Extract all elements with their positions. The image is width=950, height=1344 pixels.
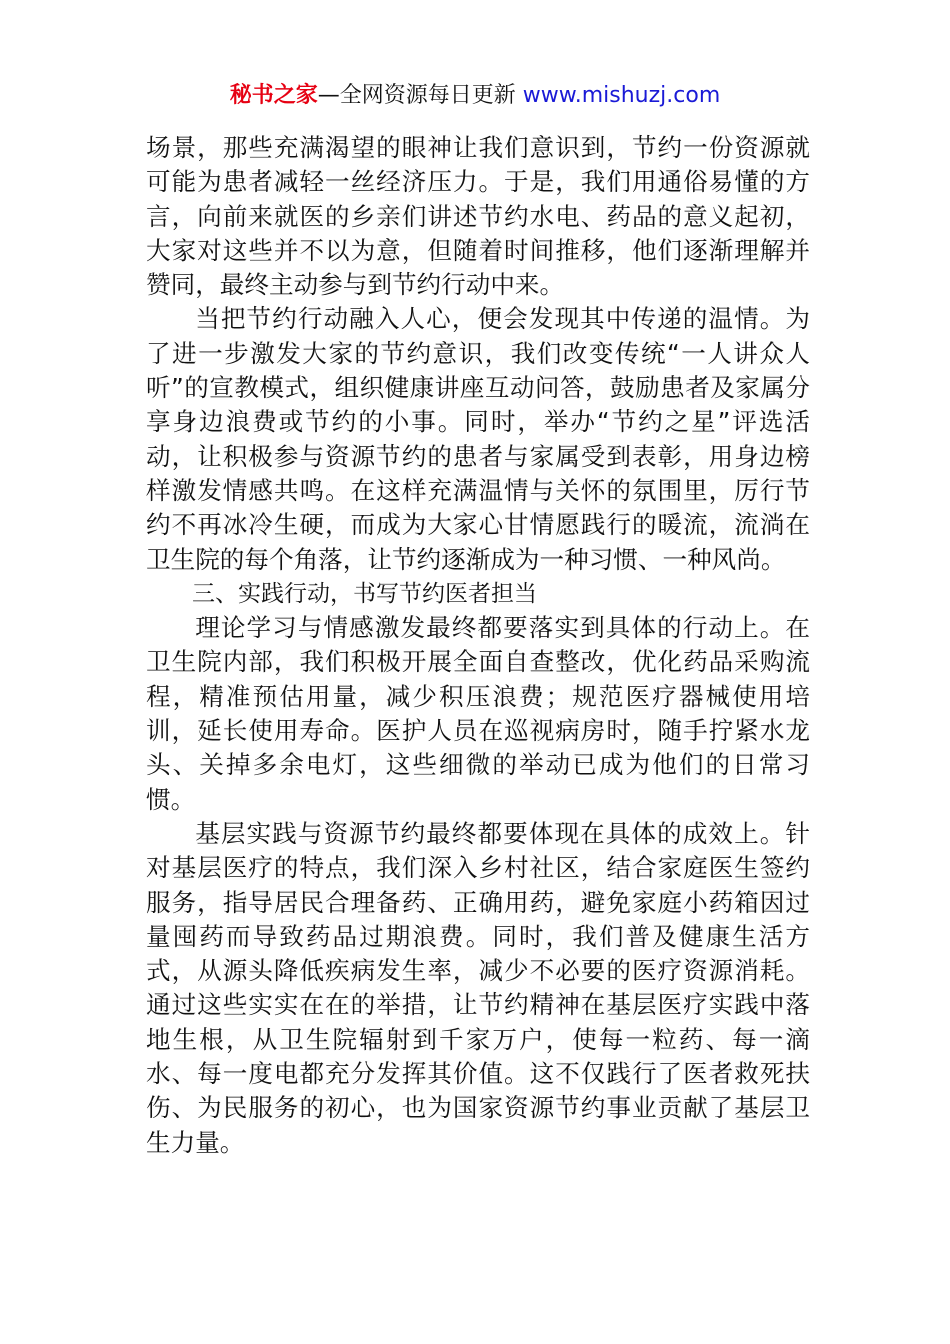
paragraph-warmth: 当把节约行动融入人心，便会发现其中传递的温情。为了进一步激发大家的节约意识，我们改变传统“一人讲众人听”的宣教模式，组织健康讲座互动问答，鼓励患者及家属分享身边浪费或节约的小事。同时，举办“节约之星”评选活动，让积极参与资源节约的患者与家属受到表彰，用身边榜样激发情感共鸣。在这样充满温情与关怀的氛围里，厉行节约不再冰冷生硬，而成为大家心甘情愿践行的暖流，流淌在卫生院的每个角落，让节约逐渐成为一种习惯、一种风尚。 — [146, 304, 810, 574]
document-body — [146, 131, 810, 1160]
site-header — [0, 80, 950, 112]
section-heading-3: 三、实践行动，书写节约医者担当 — [192, 580, 537, 607]
paragraph-grassroots: 基层实践与资源节约最终都要体现在具体的成效上。针对基层医疗的特点，我们深入乡村社区，结合家庭医生签约服务，指导居民合理备药、正确用药，避免家庭小药箱因过量囤药而导致药品过期浪费。同时，我们普及健康生活方式，从源头降低疾病发生率，减少不必要的医疗资源消耗。通过这些实实在在的举措，让节约精神在基层医疗实践中落地生根，从卫生院辐射到千家万户，使每一粒药、每一滴水、每一度电都充分发挥其价值。这不仅践行了医者救死扶伤、为民服务的初心，也为国家资源节约事业贡献了基层卫生力量。 — [146, 818, 810, 1157]
brand-name: 秘书之家 — [229, 83, 318, 108]
site-url-link[interactable]: www.mishuzj.com — [522, 83, 721, 108]
paragraph-continued: 场景，那些充满渴望的眼神让我们意识到，节约一份资源就可能为患者减轻一丝经济压力。于是，我们用通俗易懂的方言，向前来就医的乡亲们讲述节约水电、药品的意义起初，大家对这些并不以为意，但随着时间推移，他们逐渐理解并赞同，最终主动参与到节约行动中来。 — [146, 133, 810, 300]
paragraph-practice: 理论学习与情感激发最终都要落实到具体的行动上。在卫生院内部，我们积极开展全面自查整改，优化药品采购流程，精准预估用量，减少积压浪费；规范医疗器械使用培训，延长使用寿命。医护人员在巡视病房时，随手拧紧水龙头、关掉多余电灯，这些细微的举动已成为他们的日常习惯。 — [146, 613, 810, 814]
header-tagline: —全网资源每日更新 — [317, 83, 523, 108]
